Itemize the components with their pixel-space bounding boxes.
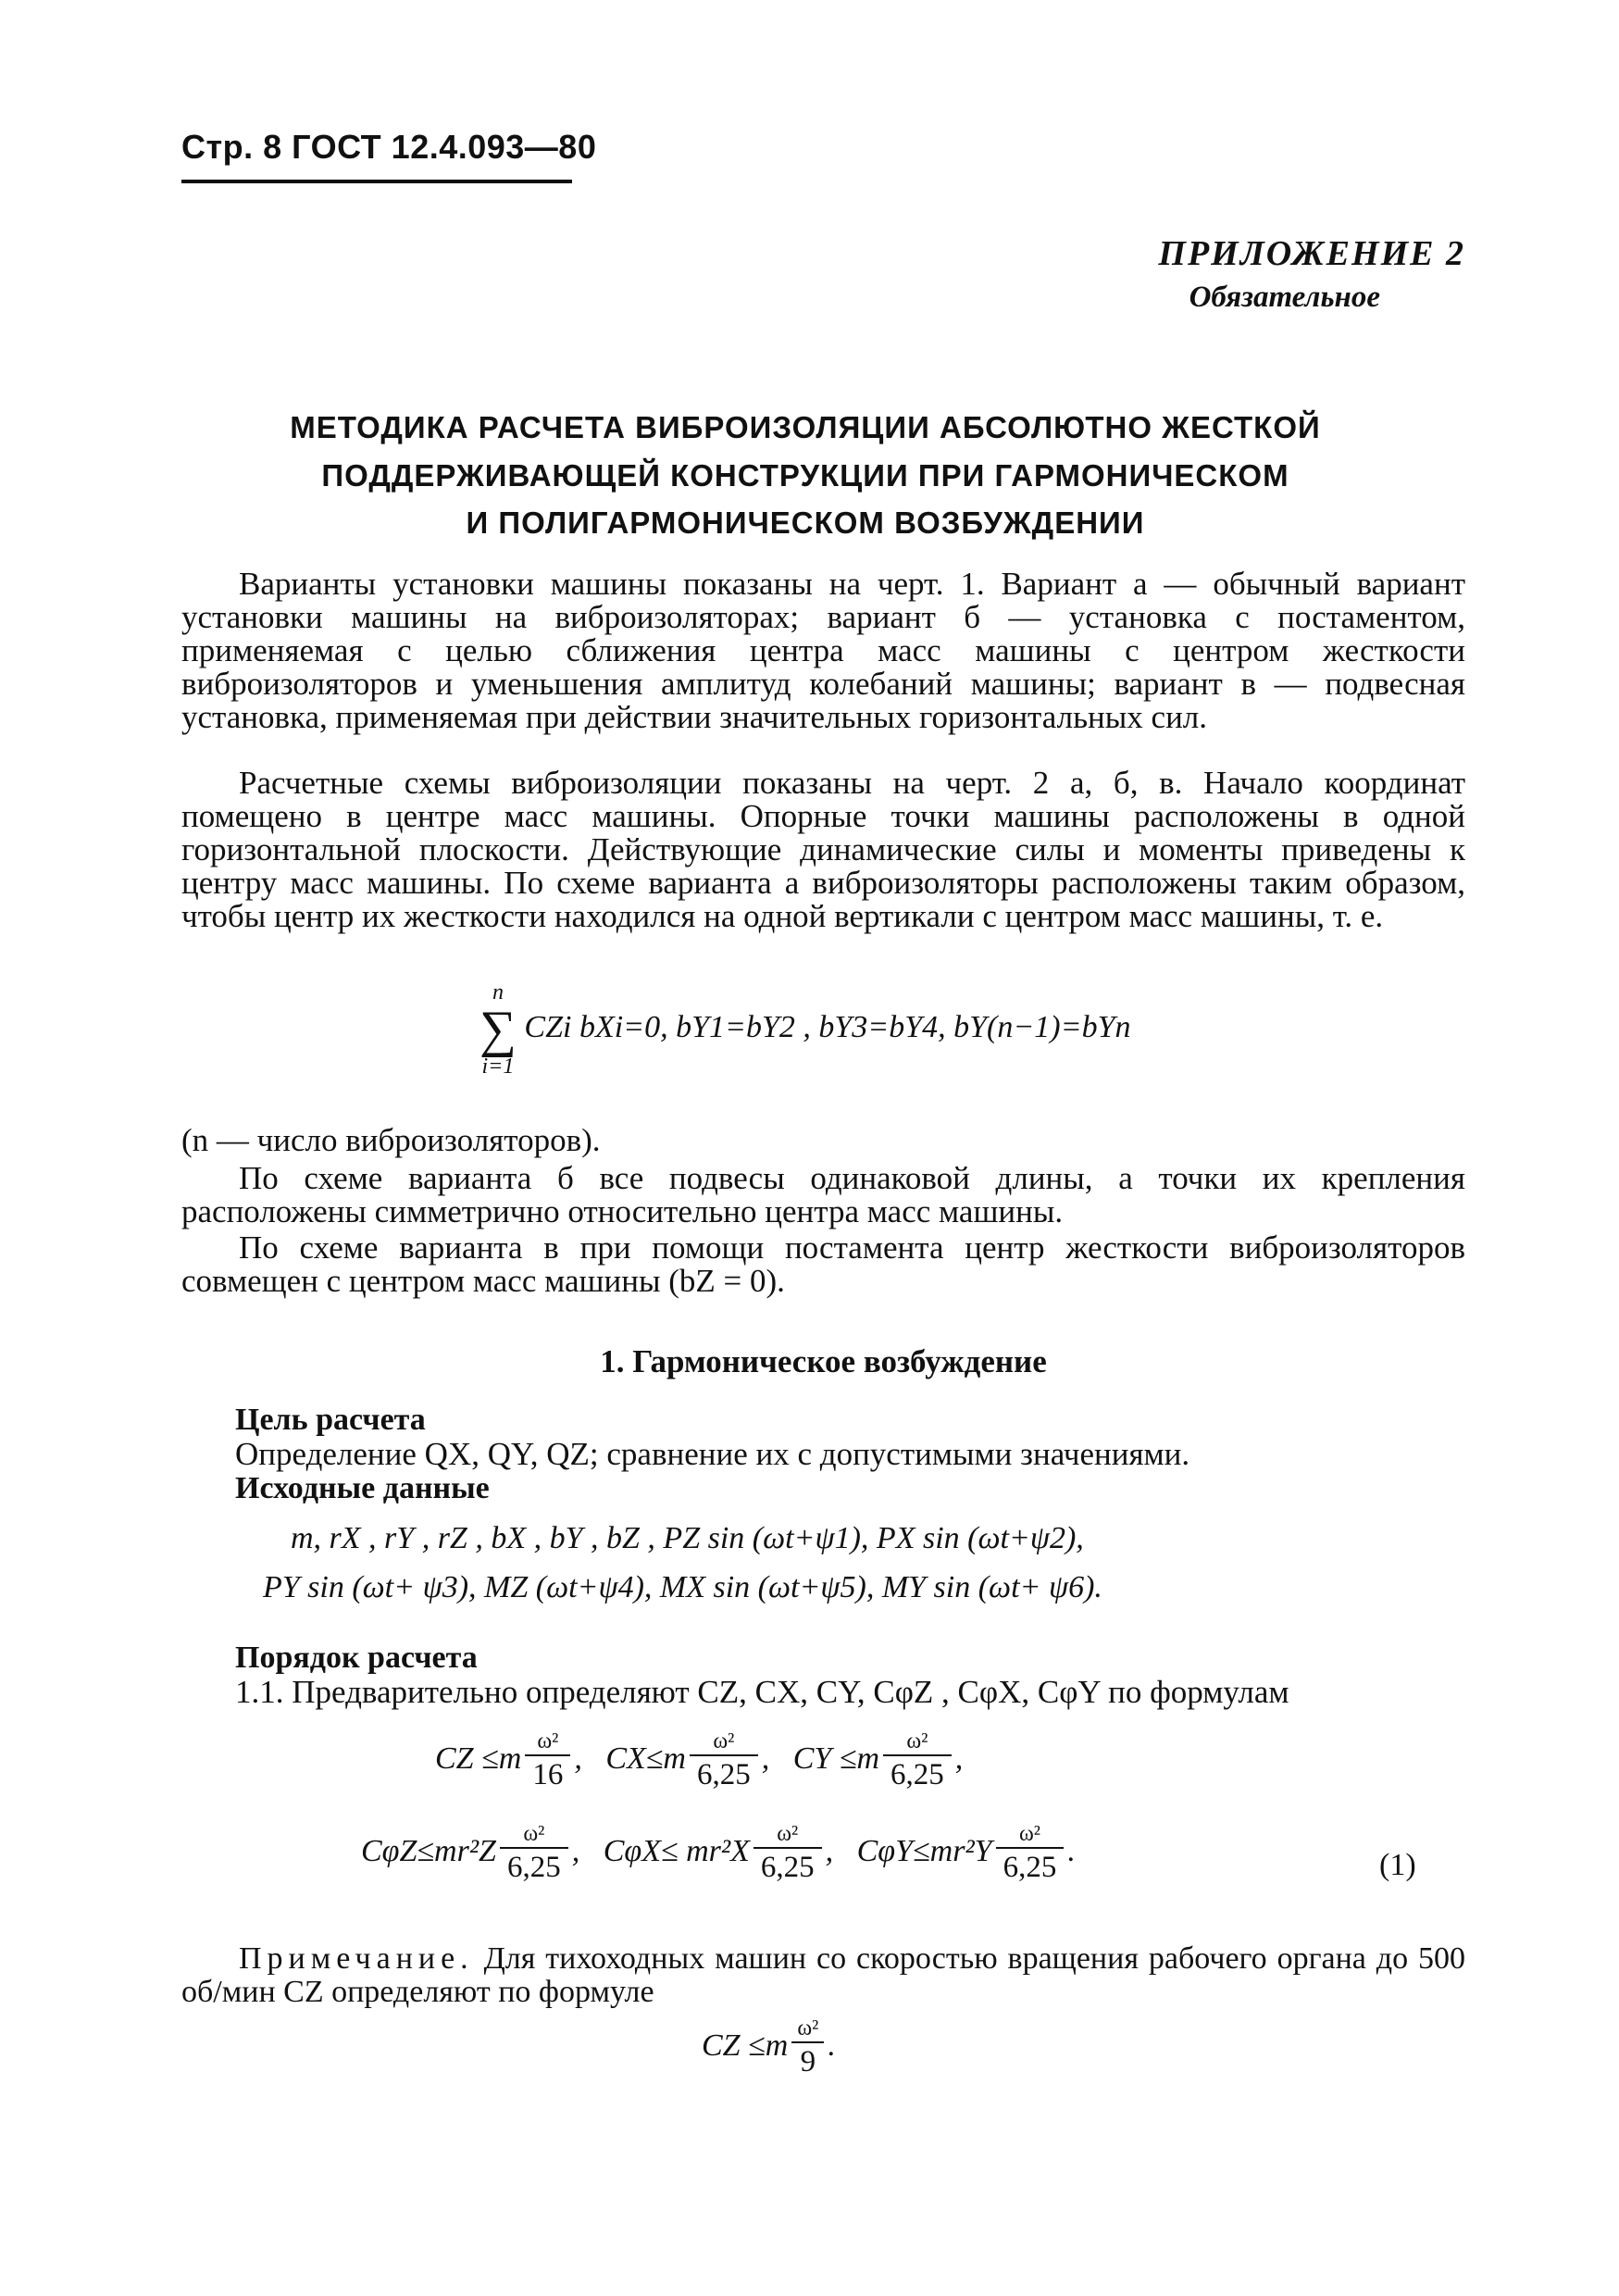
formula-cphiy: CφY≤mr²Y $\frac{\text{ω²}}{6,25}$ . xyxy=(856,1822,1076,1884)
formula-1-row-1 xyxy=(435,1729,963,1792)
input-data-label: Исходные данные xyxy=(235,1471,490,1505)
goal-text: Определение QX, QY, QZ; сравнение их с допустимыми значениями. xyxy=(235,1436,1190,1472)
doc-title-line-1: МЕТОДИКА РАСЧЕТА ВИБРОИЗОЛЯЦИИ АБСОЛЮТНО ЖЕСТКОЙ xyxy=(290,410,1321,444)
paragraph-variant-b: По схеме варианта б все подвесы одинаковой длины, а точки их крепления расположены симметрично относительно центра масс машины. xyxy=(181,1160,1465,1229)
appendix-subtitle: Обязательное xyxy=(1189,281,1380,314)
sigma-symbol: ∑ xyxy=(479,1001,517,1058)
sum-formula xyxy=(479,981,1131,1078)
sigma-lower-limit: i=1 xyxy=(481,1054,515,1079)
input-data-line-2: PY sin (ωt+ ψ3), MZ (ωt+ψ4), MX sin (ωt+ψ5), MY sin (ωt+ ψ6). xyxy=(263,1570,1102,1604)
doc-title-line-3: И ПОЛИГАРМОНИЧЕСКОМ ВОЗБУЖДЕНИИ xyxy=(466,505,1145,540)
paragraph-n-definition: (n — число виброизоляторов). xyxy=(181,1122,601,1158)
formula-cx: CX≤m $\frac{\text{ω²}}{6,25}$ , xyxy=(605,1729,770,1791)
header-underline xyxy=(181,180,572,183)
paragraph-variants: Варианты установки машины показаны на черт. 1. Вариант а — обычный вариант установки машины на виброизоляторах; вариант б — установка с постаментом, применяемая с целью сближения центра масс машины с центром жесткости виброизоляторов и уменьшения амплитуд колебаний машины; вариант в — подвесная установка, применяемая при действии значительных горизонтальных сил. xyxy=(181,566,1465,735)
sigma-upper-limit: n xyxy=(492,980,504,1004)
page-header: Стр. 8 ГОСТ 12.4.093—80 xyxy=(181,128,597,166)
sigma-operator xyxy=(479,981,517,1078)
note-label: Примечание. xyxy=(239,1941,474,1976)
note-formula: CZ ≤m $\frac{\text{ω²}}{9}$ . xyxy=(702,2016,836,2078)
equation-number: (1) xyxy=(1379,1848,1416,1882)
formula-cphiz: CφZ≤mr²Z $\frac{\text{ω²}}{6,25}$ , xyxy=(361,1822,580,1884)
appendix-title: ПРИЛОЖЕНИЕ 2 xyxy=(1158,234,1465,273)
step-1-1: 1.1. Предварительно определяют CZ, CX, CY, CφZ , CφX, CφY по формулам xyxy=(235,1674,1289,1710)
formula-1-row-2 xyxy=(361,1822,1076,1885)
calc-order-label: Порядок расчета xyxy=(235,1641,478,1675)
goal-label: Цель расчета xyxy=(235,1403,426,1437)
formula-cz: CZ ≤m $\frac{\text{ω²}}{16}$ , xyxy=(435,1729,582,1791)
input-data-line-1: m, rX , rY , rZ , bX , bY , bZ , PZ sin (ωt+ψ1), PX sin (ωt+ψ2), xyxy=(291,1521,1084,1555)
paragraph-schemes: Расчетные схемы виброизоляции показаны на черт. 2 а, б, в. Начало координат помещено в центре масс машины. Опорные точки машины расположены в одной горизонтальной плоскости. Действующие динамические силы и моменты приведены к центру масс машины. По схеме варианта а виброизоляторы расположены таким образом, чтобы центр их жесткости находился на одной вертикали с центром масс машины, т. е. xyxy=(181,765,1465,934)
formula-cphix: CφX≤ mr²X $\frac{\text{ω²}}{6,25}$ , xyxy=(603,1822,834,1884)
doc-title-line-2: ПОДДЕРЖИВАЮЩЕЙ КОНСТРУКЦИИ ПРИ ГАРМОНИЧЕСКОМ xyxy=(321,458,1289,493)
paragraph-variant-v: По схеме варианта в при помощи постамента центр жесткости виброизоляторов совмещен с центром масс машины (bZ = 0). xyxy=(181,1229,1465,1299)
note-text: Для тихоходных машин со скоростью вращения рабочего органа до 500 об/мин CZ определяют по формуле xyxy=(181,1941,1465,2009)
formula-cy: CY ≤m $\frac{\text{ω²}}{6,25}$ , xyxy=(792,1729,964,1791)
sum-formula-body: CZi bXi=0, bY1=bY2 , bY3=bY4, bY(n−1)=bYn xyxy=(524,1009,1131,1044)
note-paragraph xyxy=(181,1942,1465,2009)
section-heading-harmonic: 1. Гармоническое возбуждение xyxy=(600,1343,1047,1379)
